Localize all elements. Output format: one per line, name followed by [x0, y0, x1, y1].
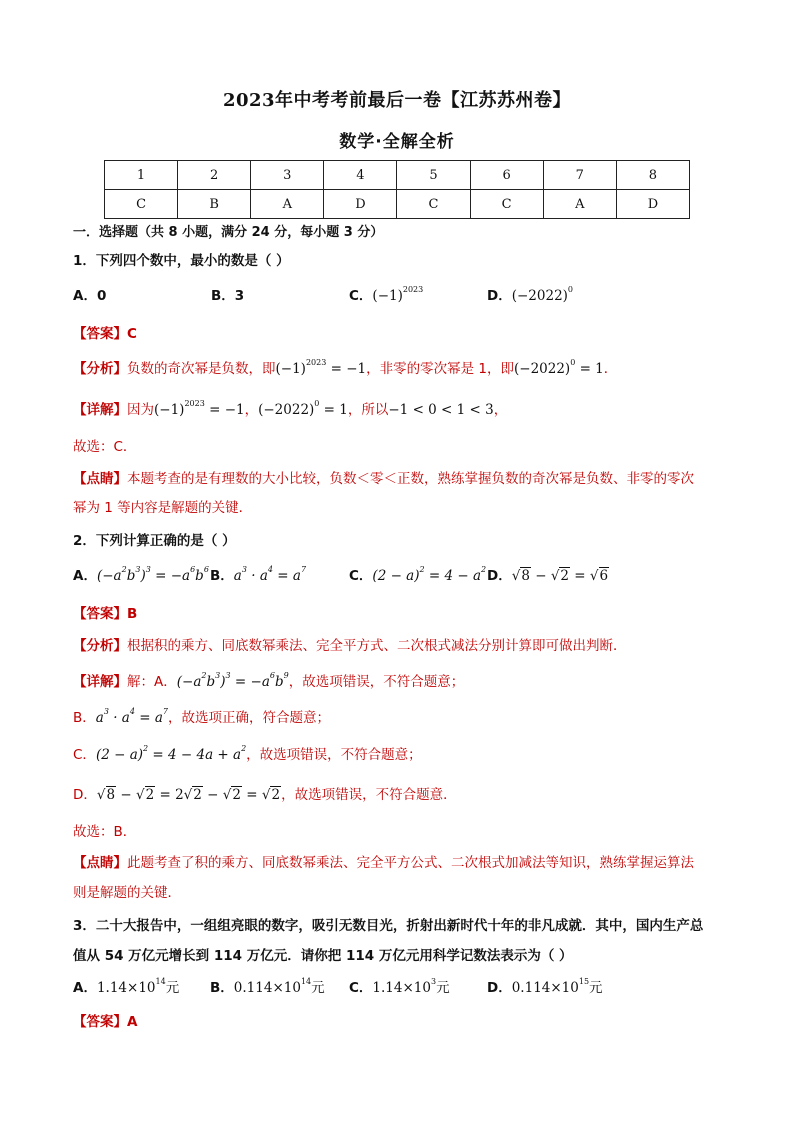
page-subtitle: 数学·全解全析: [339, 132, 455, 152]
q1-comment-cont: 幂为 1 等内容是解题的关键．: [73, 500, 253, 516]
q1-option-d: D．$(-2022)^0$: [487, 285, 574, 304]
q1-detail: 【详解】因为$(-1)^{2023} = -1$，$(-2022)^0 = 1$，所以−1 < 0 < 1 < 3，: [73, 399, 508, 418]
q2-answer: 【答案】B: [73, 606, 138, 622]
q1-answer: 【答案】C: [73, 326, 137, 342]
section-heading: 一．选择题（共 8 小题，满分 24 分，每小题 3 分）: [73, 225, 384, 240]
q2-analysis: 【分析】根据积的乘方、同底数幂乘法、完全平方式、二次根式减法分别计算即可做出判断．: [73, 638, 627, 654]
q2-stem: 2．下列计算正确的是（ ）: [73, 533, 236, 549]
table-cell: A: [251, 190, 324, 219]
table-cell: 8: [616, 161, 689, 190]
table-cell: 5: [397, 161, 470, 190]
table-cell: D: [616, 190, 689, 219]
q2-option-c: C．$(2 - a)^2 = 4 - a^2$: [349, 565, 487, 584]
table-cell: 6: [470, 161, 543, 190]
answer-table-number-row: [105, 161, 690, 190]
table-cell: 2: [178, 161, 251, 190]
answer-table: [104, 160, 690, 219]
table-cell: A: [543, 190, 616, 219]
q1-stem: 1．下列四个数中，最小的数是（ ）: [73, 253, 290, 269]
table-cell: 1: [105, 161, 178, 190]
q2-detail-d: D．√8 − √2 = 2√2 − √2 = √2，故选项错误，不符合题意．: [73, 787, 457, 803]
q2-option-b: B．$a^3 \cdot a^4 = a^7$: [210, 565, 307, 584]
q3-stem-cont: 值从 54 万亿元增长到 114 万亿元．请你把 114 万亿元用科学记数法表示为（ ）: [73, 948, 573, 964]
q2-comment-cont: 则是解题的关键．: [73, 885, 181, 901]
q1-option-b: B．3: [211, 288, 245, 304]
q2-detail-c: C．$(2 - a)^2 = 4 - 4a + a^2$，故选项错误，不符合题意；: [73, 744, 422, 763]
q2-option-a: A．$(-a^2b^3)^3 = -a^6b^6$: [73, 565, 209, 584]
table-cell: C: [397, 190, 470, 219]
q3-stem: 3．二十大报告中，一组组亮眼的数字，吸引无数目光，折射出新时代十年的非凡成就．其中，国内生产总: [73, 918, 704, 934]
answer-table-answer-row: [105, 190, 690, 219]
q2-detail-a: 【详解】解：A．$(-a^2b^3)^3 = -a^6b^9$，故选项错误，不符合题意；: [73, 671, 465, 690]
q3-option-d: D．$0.114\times 10^{15}$元: [487, 977, 603, 996]
table-cell: D: [324, 190, 397, 219]
q3-option-a: A．$1.14\times 10^{14}$元: [73, 977, 180, 996]
q2-comment: 【点睛】此题考查了积的乘方、同底数幂乘法、完全平方公式、二次根式加减法等知识，熟练掌握运算法: [73, 855, 694, 871]
q2-option-d: D．√8 − √2 = √6: [487, 568, 609, 584]
q3-option-b: B．$0.114\times 10^{14}$元: [210, 977, 325, 996]
q2-detail-b: B．$a^3 \cdot a^4 = a^7$，故选项正确，符合题意；: [73, 707, 330, 726]
table-cell: 7: [543, 161, 616, 190]
q1-comment: 【点睛】本题考查的是有理数的大小比较，负数＜零＜正数，熟练掌握负数的奇次幂是负数、非零的零次: [73, 471, 694, 487]
table-cell: B: [178, 190, 251, 219]
q1-analysis: 【分析】负数的奇次幂是负数，即$(-1)^{2023} = -1$，非零的零次幂是 1，即$(-2022)^0 = 1$．: [73, 358, 618, 377]
q1-choose: 故选：C．: [73, 439, 137, 455]
q1-option-a: A．0: [73, 288, 107, 304]
q3-answer: 【答案】A: [73, 1014, 138, 1030]
q3-option-c: C．$1.14\times 10^3$元: [349, 977, 450, 996]
page-title: 2023年中考考前最后一卷【江苏苏州卷】: [222, 90, 572, 111]
table-cell: 4: [324, 161, 397, 190]
table-cell: C: [470, 190, 543, 219]
q2-choose: 故选：B．: [73, 824, 137, 840]
table-cell: C: [105, 190, 178, 219]
q1-option-c: C．$(-1)^{2023}$: [349, 285, 424, 304]
table-cell: 3: [251, 161, 324, 190]
